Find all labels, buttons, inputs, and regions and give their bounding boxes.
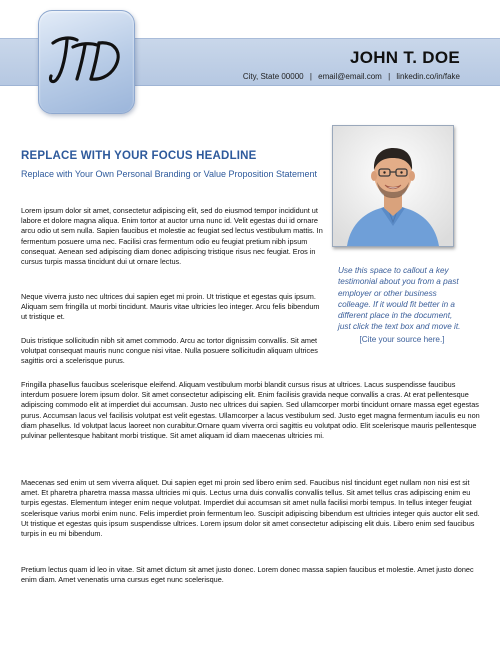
contact-line <box>243 72 460 81</box>
person-portrait-icon <box>333 126 453 246</box>
testimonial-cite: [Cite your source here.] <box>359 334 445 344</box>
body-paragraph-3: Duis tristique sollicitudin nibh sit amet commodo. Arcu ac tortor dignissim convallis. Sit amet volutpat consequat mauris nunc congue nisi vitae. Nulla posuere sollicitudin aliquam ultrices sagittis orci a scelerisque purus. <box>21 336 318 366</box>
testimonial-callout[interactable] <box>338 265 466 345</box>
linkedin-link[interactable]: linkedin.co/in/fake <box>396 72 460 81</box>
body-paragraph-4: Fringilla phasellus faucibus scelerisque eleifend. Aliquam vestibulum morbi blandit cursus risus at ultrices. Lacus suspendisse faucibus interdum posuere lorem ipsum dolor. Sit amet consectetur adipiscing elit. Enim facilisis gravida neque convallis a cras. At erat pellentesque adipiscing commodo elit at imperdiet dui accumsan. Justo nec ultrices dui sapien. Sed ullamcorper morbi tincidunt ornare massa eget egestas purus. Accumsan lacus vel facilisis volutpat est velit egestas. Ullamcorper a lacus vestibulum sed. Justo eget magna fermentum iaculis eu non diam phasellus. Id volutpat lacus laoreet non curabitur.Ornare quam viverra orci sagittis eu volutpat odio. Elit scelerisque mauris pellentesque pulvinar pellentesque habitant morbi tristique. Sit amet aliquam id diam maecenas ultricies mi. <box>21 380 480 441</box>
branding-statement: Replace with Your Own Personal Branding or Value Proposition Statement <box>21 169 318 179</box>
separator: | <box>309 72 312 81</box>
email-link[interactable]: email@email.com <box>318 72 382 81</box>
body-paragraph-2: Neque viverra justo nec ultrices dui sapien eget mi proin. Ut tristique et egestas quis ipsum. Aliquam sem fringilla ut morbi tincidunt. Mauris vitae ultricies leo integer. Arcu felis bibendum ut tristique et. <box>21 292 320 322</box>
body-paragraph-1: Lorem ipsum dolor sit amet, consectetur adipiscing elit, sed do eiusmod tempor incididunt ut labore et dolore magna aliqua. Enim tortor at auctor urna nunc id. Velit egestas dui id ornare arcu odio ut sem nulla. Sapien faucibus et molestie ac feugiat sed lectus vestibulum mattis. In fermentum posuere urna nec. Facilisi cras fermentum odio eu feugiat pretium nibh ipsum consequat. Aenean sed adipiscing diam donec adipiscing tristique risus nec feugiat. Eros in cursus turpis massa tincidunt dui ut ornare lectus. <box>21 206 323 267</box>
body-paragraph-5: Maecenas sed enim ut sem viverra aliquet. Dui sapien eget mi proin sed libero enim sed. Faucibus nisl tincidunt eget nullam non nisi est sit amet. Et pharetra pharetra massa massa ultricies mi quis. Lectus urna duis convallis convallis tellus. Sit amet tellus cras adipiscing enim eu turpis egestas. Elementum integer enim neque volutpat. Imperdiet dui accumsan sit amet nulla facilisi morbi tempus. In tellus integer feugiat scelerisque varius morbi enim nunc. Felis imperdiet proin fermentum leo. Suscipit adipiscing bibendum est ultricies integer quis auctor elit sed. Ut tristique et egestas quis ipsum suspendisse ultrices. Lorem ipsum dolor sit amet consectetur adipiscing elit duis. Libero enim sed faucibus turpis in eu mi bibendum. <box>21 478 480 539</box>
testimonial-text: Use this space to callout a key testimonial about you from a past employer or other business colleage. If it would fit better in a different place in the document, just click the text box and move it. <box>338 266 461 332</box>
body-paragraph-6: Pretium lectus quam id leo in vitae. Sit amet dictum sit amet justo donec. Lorem donec massa sapien faucibus et molestie. Amet justo donec enim diam. Amet venenatis urna cursus eget nunc scelerisque. <box>21 565 474 585</box>
focus-headline: REPLACE WITH YOUR FOCUS HEADLINE <box>21 150 257 162</box>
profile-photo <box>332 125 454 247</box>
monogram-logo <box>38 10 135 114</box>
candidate-name: JOHN T. DOE <box>349 48 460 67</box>
location-text: City, State 00000 <box>242 72 304 81</box>
monogram-logo-icon <box>47 31 127 91</box>
separator: | <box>388 72 391 81</box>
